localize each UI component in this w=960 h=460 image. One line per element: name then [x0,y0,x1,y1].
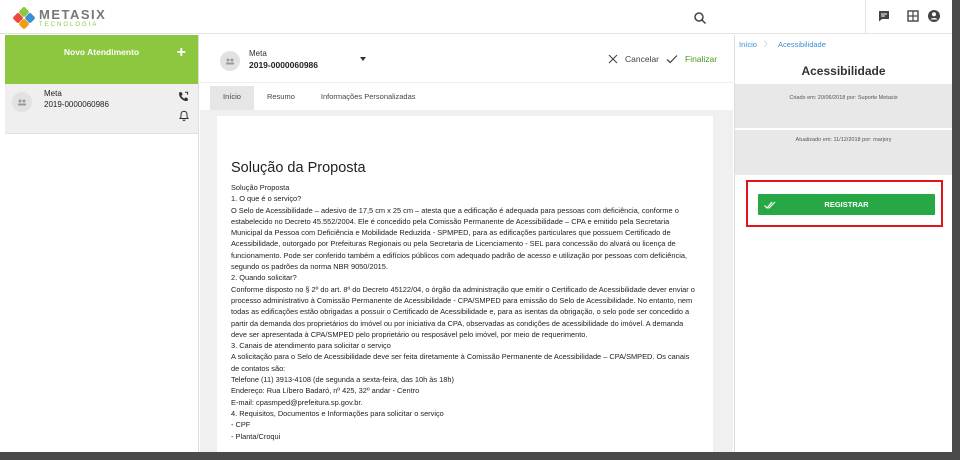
updated-text: Atualizado em: 11/12/2018 por: marjory [795,137,892,143]
details-panel [734,35,952,452]
content-area[interactable] [200,110,733,452]
screen-frame [952,0,960,460]
updated-info [735,130,952,175]
bell-icon[interactable] [179,110,189,121]
breadcrumb [739,39,826,49]
top-bar [0,0,952,34]
chevron-down-icon[interactable] [360,57,366,61]
grid-icon[interactable] [906,9,920,23]
brand-sub: TECNOLOGIA [39,22,99,28]
page-title: Acessibilidade [801,64,886,78]
check-icon [666,54,678,64]
avatar-icon [12,92,32,112]
created-info [735,84,952,128]
ticket-sidebar [5,35,199,452]
cancel-button[interactable] [608,54,659,64]
logo-mark-icon [14,8,34,28]
tab-informacoes-personalizadas[interactable]: Informações Personalizadas [320,92,416,101]
article-line: Endereço: Rua Líbero Badaró, nº 425, 32º andar - Centro [231,386,420,396]
top-divider [865,0,866,34]
cancel-label: Cancelar [625,54,660,64]
close-icon [608,54,618,64]
brand-name: METASIX [39,7,107,22]
plus-icon[interactable]: + [176,44,186,61]
avatar-icon [220,51,240,71]
screen-frame [0,452,960,460]
client-header [200,35,733,83]
article-line: 2. Quando solicitar? [231,273,297,283]
finalize-label: Finalizar [685,54,718,64]
article-line: - Planta/Croqui [231,431,281,441]
phone-icon[interactable] [178,91,189,102]
created-text: Criado em: 20/06/2018 por: Suporte Metasix [789,95,898,101]
article-line: 1. O que é o serviço? [231,194,302,204]
search-icon[interactable] [693,11,707,25]
new-attendance-button[interactable] [5,35,198,84]
article-line: Conforme disposto no § 2º do art. 8º do Decreto 45122/04, o órgão da administração que emitir o Certificado de Acessibilidade dever enviar o processo administrativo à Comissão Permanente de Acessibilidade - CPA/SMPED para emissão do Selo de Acessibilidade. No entanto, nem todas as edificações estão obrigadas a possuir o Certificado de Acessibilidade e, para as isentas da obrigação, o selo pode ser concedido a partir da demanda dos proprietários do imóvel ou por iniciativa da CPA, observadas as condições de acessibilidade do imóvel. A demanda deve ser apresentada à CPA/SMPED pelo proprietário ou resposável pelo imóvel, por meio de requerimento. [231,284,695,339]
ticket-item[interactable] [5,84,198,134]
article-line: - CPF [231,420,251,430]
article-line: Solução Proposta [231,183,290,192]
finalize-button[interactable] [666,54,717,64]
article-line: O Selo de Acessibilidade – adesivo de 17,5 cm x 25 cm – atesta que a edificação é adequada para pessoas com deficiência, conforme o estabelecido no Decreto 45.552/2004. Ele é concedido pela Comissão Permanente de Acessibilidade – CPA e emitido pela Secretaria Municipal da Pessoa com Deficiência e Mobilidade Reduzida - SPMPED, para as edificações particulares que possuem Certificado de Acessibilidade, outorgado por Prefeituras Regionais ou pela Secretaria de Licenciamento - SEL para concessão do alvará ou licença de funcionamento. Pode ser conferido também a edifícios públicos com adequado padrão de acesso e utilização por pessoas com deficiência, segundo os padrões da norma NBR 9050/2015. [231,205,688,272]
chevron-right-icon: 〉 [763,41,771,48]
article-line: Telefone (11) 3913-4108 (de segunda a sexta-feira, das 10h às 18h) [231,375,454,385]
breadcrumb-current[interactable]: Acessibilidade [777,39,826,49]
tab-bar [210,86,429,110]
article-document [217,116,713,452]
tab-resumo[interactable]: Resumo [266,92,295,101]
article-line: E-mail: cpasmped@prefeitura.sp.gov.br. [231,397,363,407]
ticket-name: Meta [44,89,62,98]
client-name: Meta [249,49,267,58]
brand-logo[interactable] [14,8,106,28]
chat-icon[interactable] [877,9,891,23]
article-line: 3. Canais de atendimento para solicitar o serviço [231,341,391,351]
register-button[interactable] [758,194,935,215]
client-number: 2019-0000060986 [249,60,319,70]
breadcrumb-home[interactable]: Início [739,39,757,49]
tab-inicio[interactable]: Início [210,86,254,110]
new-attendance-label: Novo Atendimento [63,46,140,57]
user-icon[interactable] [927,9,941,23]
ticket-number: 2019-0000060986 [44,100,109,109]
main-panel [200,35,733,452]
article-title: Solução da Proposta [231,160,366,176]
double-check-icon [764,199,776,210]
article-line: 4. Requisitos, Documentos e Informações para solicitar o serviço [231,408,444,418]
register-label: REGISTRAR [824,200,869,209]
article-line: A solicitação para o Selo de Acessibilidade deve ser feita diretamente à Comissão Permanente de Acessibilidade – CPA/SMPED. Os canais de contatos são: [231,352,690,373]
